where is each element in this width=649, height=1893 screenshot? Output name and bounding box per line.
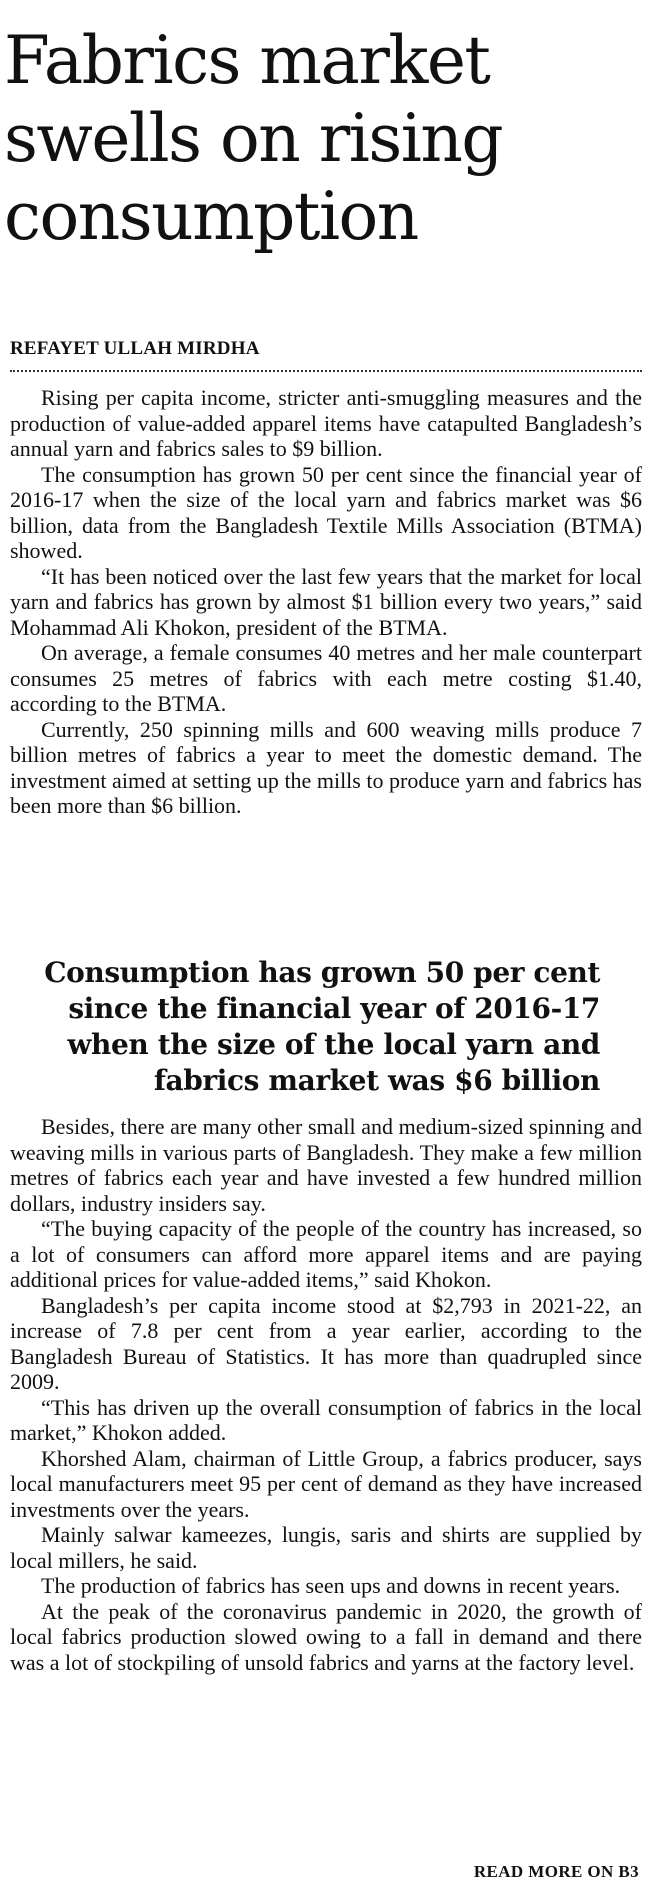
- paragraph: Mainly salwar kameezes, lungis, saris and shirts are supplied by local millers, he said.: [10, 1522, 642, 1573]
- paragraph: Bangladesh’s per capita income stood at $2,793 in 2021-22, an increase of 7.8 per cent from a year earlier, according to the Bangladesh Bureau of Statistics. It has more than quadrupled since 2009.: [10, 1292, 642, 1394]
- paragraph: Besides, there are many other small and medium-sized spinning and weaving mills in various parts of Bangladesh. They make a few million metres of fabrics each year and have invested a few hundred million dollars, industry insiders say.: [10, 1114, 642, 1216]
- byline-divider: [10, 370, 642, 372]
- article-body-bottom: [10, 1114, 642, 1675]
- paragraph: On average, a female consumes 40 metres and her male counterpart consumes 25 metres of fabrics with each metre costing $1.40, according to the BTMA.: [10, 640, 642, 716]
- article-body-top: [10, 385, 642, 819]
- paragraph: At the peak of the coronavirus pandemic in 2020, the growth of local fabrics production slowed owing to a fall in demand and there was a lot of stockpiling of unsold fabrics and yarns at the factory level.: [10, 1598, 642, 1675]
- paragraph: “It has been noticed over the last few years that the market for local yarn and fabrics has grown by almost $1 billion every two years,” said Mohammad Ali Khokon, president of the BTMA.: [10, 563, 642, 640]
- paragraph: Khorshed Alam, chairman of Little Group, a fabrics producer, says local manufacturers meet 95 per cent of demand as they have increased investments over the years.: [10, 1445, 642, 1522]
- paragraph: Currently, 250 spinning mills and 600 weaving mills produce 7 billion metres of fabrics a year to meet the domestic demand. The investment aimed at setting up the mills to produce yarn and fabrics has been more than $6 billion.: [10, 716, 642, 818]
- paragraph: “The buying capacity of the people of the country has increased, so a lot of consumers can afford more apparel items and are paying additional prices for value-added items,” said Khokon.: [10, 1216, 642, 1292]
- paragraph: Rising per capita income, stricter anti-smuggling measures and the production of value-added apparel items have catapulted Bangladesh’s annual yarn and fabrics sales to $9 billion.: [10, 385, 642, 461]
- paragraph: “This has driven up the overall consumption of fabrics in the local market,” Khokon added.: [10, 1394, 642, 1445]
- paragraph: The consumption has grown 50 per cent since the financial year of 2016-17 when the size of the local yarn and fabrics market was $6 billion, data from the Bangladesh Textile Mills Association (BTMA) showed.: [10, 461, 642, 563]
- paragraph: The production of fabrics has seen ups and downs in recent years.: [41, 1573, 621, 1598]
- pull-quote: Consumption has grown 50 per cent since the financial year of 2016-17 when the size of the local yarn and fabrics market was $6 billion: [44, 956, 600, 1097]
- continuation-note: READ MORE ON B3: [473, 1862, 639, 1881]
- byline: REFAYET ULLAH MIRDHA: [10, 338, 260, 359]
- headline: Fabrics market swells on rising consumption: [4, 22, 503, 255]
